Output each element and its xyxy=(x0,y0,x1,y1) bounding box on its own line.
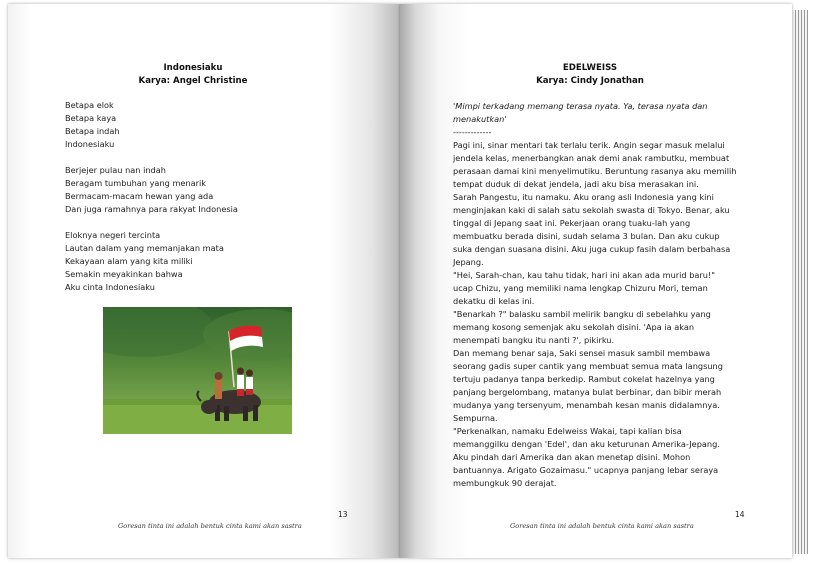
story-line: mudanya yang tersenyum, menambah kesan manis didalamnya. xyxy=(453,400,720,410)
story-line: membuatku berada disini, sudah selama 3 bulan. Dan aku cukup xyxy=(453,231,720,241)
poem-stanza xyxy=(65,164,238,216)
story-line: 'Mimpi terkadang memang terasa nyata. Ya, terasa nyata dan xyxy=(453,101,708,111)
poem-line: Semakin meyakinkan bahwa xyxy=(65,269,183,279)
page-number-right: 14 xyxy=(735,510,745,519)
poem-body xyxy=(65,99,238,307)
story-line: "Benarkah ?" balasku sambil melirik bangku di sebelahku yang xyxy=(453,309,711,319)
story-line: "Perkenalkan, namaku Edelweiss Wakai, tapi kalian bisa xyxy=(453,426,682,436)
story-line: menakutkan' xyxy=(453,114,507,124)
poem-line: Bermacam-macam hewan yang ada xyxy=(65,191,214,201)
story-line: tempat duduk di dekat jendela, jadi aku bisa merasakan ini. xyxy=(453,179,699,189)
story-line: menempati bangku itu nanti ?', pikirku. xyxy=(453,335,615,345)
story-line: Sarah Pangestu, itu namaku. Aku orang asli Indonesia yang kini xyxy=(453,192,714,202)
story-line: memang kosong semenjak aku sekolah disini. 'Apa ia akan xyxy=(453,322,695,332)
photo-illustration xyxy=(103,307,292,434)
poem-stanza xyxy=(65,229,238,294)
story-line: Sempurna. xyxy=(453,413,498,423)
poem-line: Eloknya negeri tercinta xyxy=(65,230,161,240)
poem-line: Indonesiaku xyxy=(65,139,115,149)
poem-line: Berjejer pulau nan indah xyxy=(65,165,166,175)
story-line: perasaan damai kini menyelimutiku. Beruntung rasanya aku memilih xyxy=(453,166,737,176)
poem-line: Betapa indah xyxy=(65,126,120,136)
story-line: seorang gadis super cantik yang membuat semua mata langsung xyxy=(453,361,723,371)
poem-author: Karya: Angel Christine xyxy=(138,75,248,86)
photo-boys-flag-buffalo xyxy=(103,307,292,434)
story-line: bantuannya. Arigato Gozaimasu." ucapnya panjang lebar seraya xyxy=(453,465,719,475)
story-line: menginjakan kaki di salah satu sekolah swasta di Tokyo. Benar, aku xyxy=(453,205,730,215)
poem-stanza xyxy=(65,99,238,151)
story-title-block xyxy=(495,62,685,87)
story-author: Karya: Cindy Jonathan xyxy=(536,75,644,86)
poem-line: Lautan dalam yang memanjakan mata xyxy=(65,243,224,253)
story-line: dekatku di kelas ini. xyxy=(453,296,535,306)
left-page xyxy=(8,4,400,558)
story-line: Dan memang benar saja, Saki sensei masuk sambil membawa xyxy=(453,348,711,358)
story-line: ------------- xyxy=(453,127,492,137)
poem-line: Betapa kaya xyxy=(65,113,117,123)
story-line: memanggilku dengan 'Edel', dan aku keturunan Amerika-Jepang. xyxy=(453,439,720,449)
story-line: tertuju padanya tanpa berkedip. Rambut cokelat hazelnya yang xyxy=(453,374,715,384)
story-line: ucap Chizu, yang memiliki nama lengkap Chizuru Mori, teman xyxy=(453,283,708,293)
footer-right: Goresan tinta ini adalah bentuk cinta kami akan sastra xyxy=(510,522,694,530)
page-number-left: 13 xyxy=(338,510,348,519)
poem-line: Dan juga ramahnya para rakyat Indonesia xyxy=(65,204,238,214)
open-book xyxy=(8,4,806,558)
story-line: suka dengan suasana disini. Aku juga cukup fasih dalam berbahasa xyxy=(453,244,731,254)
story-line: Jepang. xyxy=(453,257,484,267)
footer-left: Goresan tinta ini adalah bentuk cinta kami akan sastra xyxy=(118,522,302,530)
story-line: jendela kelas, menerbangkan anak demi anak rambutku, membuat xyxy=(453,153,730,163)
poem-line: Kekayaan alam yang kita miliki xyxy=(65,256,193,266)
story-line: panjang bergelombang, matanya bulat berbinar, dan bibir merah xyxy=(453,387,722,397)
story-line: tinggal di Jepang saat ini. Pekerjaan orang tuaku-lah yang xyxy=(453,218,691,228)
story-line: Aku pindah dari Amerika dan akan menetap disini. Mohon xyxy=(453,452,691,462)
poem-line: Aku cinta Indonesiaku xyxy=(65,282,155,292)
poem-line: Betapa elok xyxy=(65,100,114,110)
story-line: "Hei, Sarah-chan, kau tahu tidak, hari ini akan ada murid baru!" xyxy=(453,270,716,280)
poem-title-block xyxy=(98,62,288,87)
story-title: EDELWEISS xyxy=(562,63,618,73)
story-body xyxy=(453,100,736,490)
story-line: Pagi ini, sinar mentari tak terlalu terik. Angin segar masuk melalui xyxy=(453,140,725,150)
right-page xyxy=(400,4,792,558)
poem-line: Beragam tumbuhan yang menarik xyxy=(65,178,207,188)
story-line: membungkuk 90 derajat. xyxy=(453,478,557,488)
poem-title: Indonesiaku xyxy=(163,63,223,73)
